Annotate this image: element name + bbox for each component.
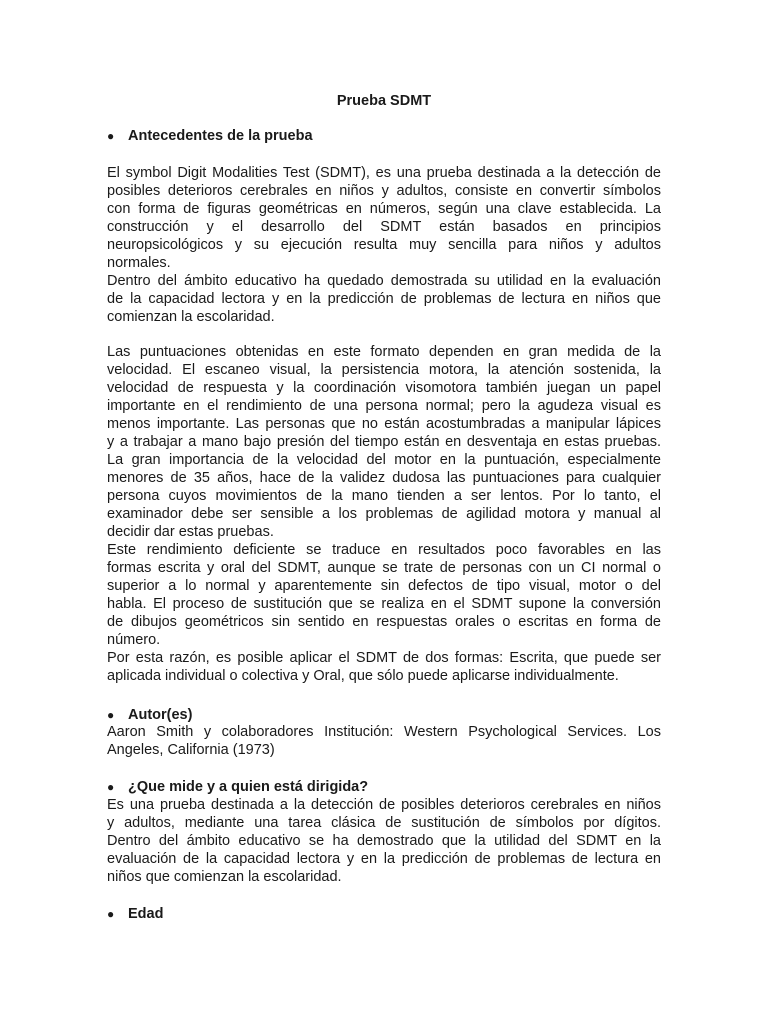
section-heading-antecedentes: [107, 127, 313, 145]
section-heading-label: Antecedentes de la prueba: [128, 128, 313, 144]
text-line: persona cuyos movimientos de la mano tienden a ser lentos. Por lo tanto, el: [107, 488, 661, 504]
text-line: Dentro del ámbito educativo ha quedado demostrada su utilidad en la evaluación: [107, 273, 661, 289]
text-line: niños que comienzan la escolaridad.: [107, 869, 342, 885]
document-title: Prueba SDMT: [336, 93, 432, 109]
section-heading-que-mide: [107, 778, 369, 796]
text-line: decidir dar estas pruebas.: [107, 524, 274, 540]
text-line: importante en el rendimiento de una persona normal; pero la agudeza visual es: [107, 398, 661, 414]
bullet-icon: ●: [107, 708, 115, 722]
bullet-icon: ●: [107, 780, 115, 794]
bullet-icon: ●: [107, 129, 115, 143]
paragraph: [107, 723, 661, 759]
text-line: Por esta razón, es posible aplicar el SDMT de dos formas: Escrita, que puede ser: [107, 650, 661, 666]
text-line: Es una prueba destinada a la detección de posibles deterioros cerebrales en niños: [107, 797, 661, 813]
text-line: posibles deterioros cerebrales en niños y adultos, consiste en convertir símbolos: [107, 183, 661, 199]
text-line: velocidad. El escaneo visual, la persistencia motora, la atención sostenida, la: [107, 362, 661, 378]
text-line: La gran importancia de la velocidad del motor en la puntuación, especialmente: [107, 452, 661, 468]
text-line: Angeles, California (1973): [107, 742, 275, 758]
text-line: número.: [107, 632, 161, 648]
section-heading-autores: [107, 706, 193, 724]
section-heading-edad: [107, 905, 164, 923]
text-line: de la capacidad lectora y en la predicción de problemas de lectura en niños que: [107, 291, 661, 307]
bullet-icon: ●: [107, 907, 115, 921]
text-line: superior a lo normal y aparentemente sin defectos de tipo visual, motor o del: [107, 578, 661, 594]
paragraph: [107, 164, 661, 326]
text-line: Aaron Smith y colaboradores Institución: Western Psychological Services. Los: [107, 724, 661, 740]
text-line: examinador debe ser sensible a los problemas de agilidad motora y manual al: [107, 506, 661, 522]
text-line: formas escrita y oral del SDMT, aunque se trate de personas con un CI normal o: [107, 560, 661, 576]
text-line: y adultos, mediante una tarea clásica de sustitución de símbolos por dígitos.: [107, 815, 661, 831]
text-line: habla. El proceso de sustitución que se realiza en el SDMT supone la conversión: [107, 596, 661, 612]
section-heading-label: ¿Que mide y a quien está dirigida?: [128, 779, 369, 795]
text-line: menores de 35 años, hace de la validez dudosa las puntuaciones para cualquier: [107, 470, 661, 486]
text-line: velocidad de respuesta y la coordinación visomotora también juegan un papel: [107, 380, 661, 396]
text-line: menos importante. Las personas que no están acostumbradas a manipular lápices: [107, 416, 661, 432]
text-line: evaluación de la capacidad lectora y en la predicción de problemas de lectura en: [107, 851, 661, 867]
text-line: normales.: [107, 255, 171, 271]
text-line: neuropsicológicos y su ejecución resulta muy sencilla para niños y adultos: [107, 237, 661, 253]
text-line: comienzan la escolaridad.: [107, 309, 275, 325]
text-line: y a trabajar a mano bajo presión del tiempo están en desventaja en estas pruebas.: [107, 434, 661, 450]
paragraph: [107, 796, 661, 886]
paragraph: [107, 343, 661, 685]
text-line: aplicada individual o colectiva y Oral, que sólo puede aplicarse individualmente.: [107, 668, 619, 684]
text-line: construcción y el desarrollo del SDMT están basados en principios: [107, 219, 661, 235]
section-heading-label: Edad: [128, 906, 164, 922]
text-line: Este rendimiento deficiente se traduce en resultados poco favorables en las: [107, 542, 661, 558]
text-line: con forma de figuras geométricas en números, según una clave establecida. La: [107, 201, 661, 217]
section-heading-label: Autor(es): [128, 707, 193, 723]
text-line: Las puntuaciones obtenidas en este formato dependen en gran medida de la: [107, 344, 661, 360]
text-line: El symbol Digit Modalities Test (SDMT), es una prueba destinada a la detección de: [107, 165, 661, 181]
text-line: Dentro del ámbito educativo se ha demostrado que la utilidad del SDMT en la: [107, 833, 661, 849]
text-line: de dibujos geométricos sin sentido en respuestas orales o escritas en forma de: [107, 614, 661, 630]
